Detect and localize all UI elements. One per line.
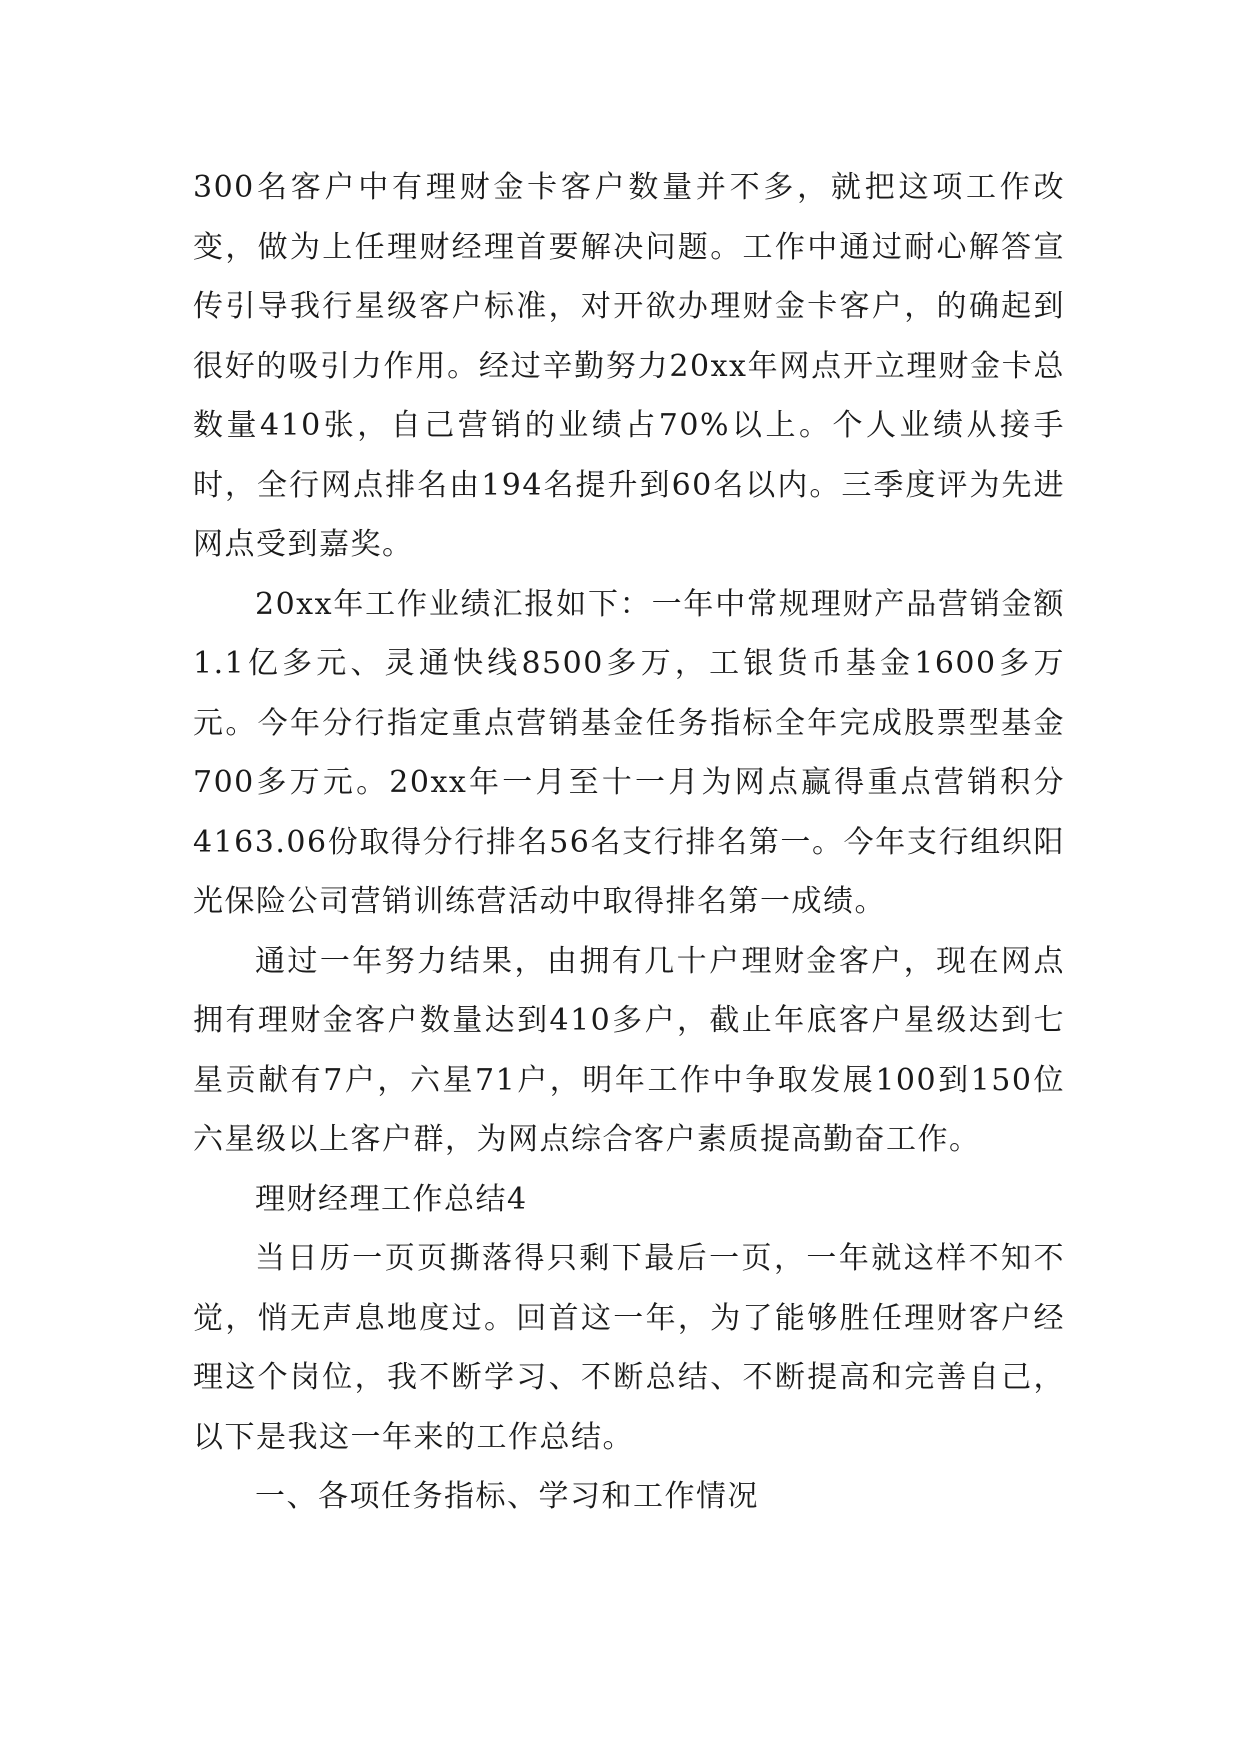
paragraph-2: 20xx年工作业绩汇报如下：一年中常规理财产品营销金额1.1亿多元、灵通快线8500多万，工银货币基金1600多万元。今年分行指定重点营销基金任务指标全年完成股票型基金700多万元。20xx年一月至十一月为网点赢得重点营销积分4163.06份取得分行排名56名支行排名第一。今年支行组织阳光保险公司营销训练营活动中取得排名第一成绩。 <box>193 586 1065 919</box>
subsection-heading: 一、各项任务指标、学习和工作情况 <box>255 1479 759 1514</box>
document-body <box>193 158 1065 1527</box>
paragraph-4: 当日历一页页撕落得只剩下最后一页，一年就这样不知不觉，悄无声息地度过。回首这一年，为了能够胜任理财客户经理这个岗位，我不断学习、不断总结、不断提高和完善自己，以下是我这一年来的工作总结。 <box>193 1241 1065 1455</box>
paragraph-1: 300名客户中有理财金卡客户数量并不多，就把这项工作改变，做为上任理财经理首要解决问题。工作中通过耐心解答宣传引导我行星级客户标准，对开欲办理财金卡客户，的确起到很好的吸引力作用。经过辛勤努力20xx年网点开立理财金卡总数量410张，自己营销的业绩占70%以上。个人业绩从接手时，全行网点排名由194名提升到60名以内。三季度评为先进网点受到嘉奖。 <box>193 170 1065 562</box>
section-heading: 理财经理工作总结4 <box>255 1181 528 1217</box>
paragraph-3: 通过一年努力结果，由拥有几十户理财金客户，现在网点拥有理财金客户数量达到410多户，截止年底客户星级达到七星贡献有7户，六星71户，明年工作中争取发展100到150位六星级以上客户群，为网点综合客户素质提高勤奋工作。 <box>193 943 1065 1157</box>
